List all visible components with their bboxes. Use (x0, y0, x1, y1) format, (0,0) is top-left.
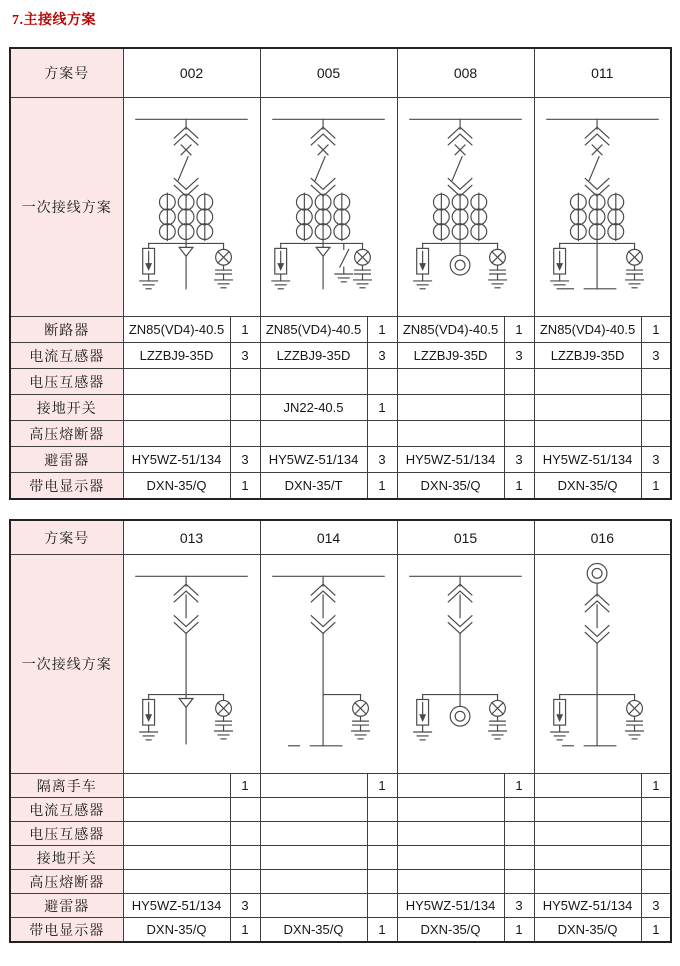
qty-cell (504, 395, 534, 421)
live-display-icon (355, 243, 371, 270)
qty-cell: 3 (230, 447, 260, 473)
model-cell (123, 846, 230, 870)
model-cell (397, 798, 504, 822)
qty-cell: 3 (641, 343, 671, 369)
qty-cell: 1 (367, 317, 397, 343)
live-display-icon (626, 243, 642, 270)
surge-arrester-icon (417, 243, 429, 280)
component-label: 高压熔断器 (10, 421, 123, 447)
scheme-number: 005 (260, 48, 397, 98)
qty-cell (641, 395, 671, 421)
model-cell (534, 870, 641, 894)
model-cell (397, 822, 504, 846)
model-cell: DXN-35/Q (260, 918, 367, 943)
qty-cell: 1 (641, 918, 671, 943)
ground-icon (551, 281, 569, 289)
ground-icon (215, 280, 233, 288)
model-cell (260, 846, 367, 870)
live-display-icon (216, 243, 232, 270)
withdrawable-contact-icon (311, 119, 335, 145)
qty-cell: 1 (367, 918, 397, 943)
model-cell: LZZBJ9-35D (260, 343, 367, 369)
qty-cell: 1 (504, 774, 534, 798)
qty-cell (230, 421, 260, 447)
component-row (10, 317, 671, 343)
qty-cell (641, 421, 671, 447)
qty-cell (504, 369, 534, 395)
model-cell (534, 846, 641, 870)
qty-cell: 1 (367, 395, 397, 421)
capacitor-icon (626, 270, 642, 280)
surge-arrester-icon (143, 243, 155, 280)
component-row (10, 395, 671, 421)
model-cell (397, 369, 504, 395)
capacitor-icon (355, 270, 371, 280)
capacitor-icon (626, 721, 642, 731)
model-cell: DXN-35/Q (397, 473, 504, 500)
qty-cell (367, 822, 397, 846)
component-row (10, 447, 671, 473)
single-line-diagram (535, 99, 670, 315)
primary-wiring-diagram-cell (123, 98, 260, 317)
model-cell: ZN85(VD4)-40.5 (534, 317, 641, 343)
model-cell (123, 870, 230, 894)
component-label: 带电显示器 (10, 473, 123, 500)
surge-arrester-icon (275, 243, 287, 280)
model-cell: LZZBJ9-35D (534, 343, 641, 369)
withdrawable-contact-icon (448, 178, 472, 196)
scheme-number: 015 (397, 520, 534, 555)
model-cell: HY5WZ-51/134 (260, 447, 367, 473)
model-cell (397, 395, 504, 421)
qty-cell (367, 798, 397, 822)
single-line-diagram (261, 99, 396, 315)
surge-arrester-icon (554, 243, 566, 280)
model-cell: HY5WZ-51/134 (534, 447, 641, 473)
qty-cell (504, 870, 534, 894)
withdrawable-contact-icon (174, 178, 198, 196)
qty-cell (641, 798, 671, 822)
single-line-diagram (535, 556, 670, 772)
ground-icon (354, 280, 372, 288)
qty-cell: 1 (504, 473, 534, 500)
outgoing-line (289, 695, 342, 746)
withdrawable-contact-icon (311, 616, 335, 634)
model-cell: LZZBJ9-35D (397, 343, 504, 369)
component-row (10, 369, 671, 395)
model-cell (260, 369, 367, 395)
model-cell (123, 822, 230, 846)
model-cell (260, 421, 367, 447)
qty-cell (230, 395, 260, 421)
single-line-diagram (398, 556, 533, 772)
capacitor-icon (216, 721, 232, 731)
ground-icon (335, 274, 353, 282)
cable-terminal-icon (450, 695, 470, 727)
primary-wiring-diagram-cell (260, 98, 397, 317)
qty-cell: 1 (230, 473, 260, 500)
component-label: 高压熔断器 (10, 870, 123, 894)
component-row (10, 774, 671, 798)
primary-wiring-diagram-cell (397, 98, 534, 317)
circuit-breaker-icon (178, 145, 191, 180)
scheme-number: 008 (397, 48, 534, 98)
model-cell (260, 774, 367, 798)
model-cell: LZZBJ9-35D (123, 343, 230, 369)
withdrawable-contact-icon (448, 119, 472, 145)
model-cell (123, 369, 230, 395)
model-cell (123, 774, 230, 798)
component-label: 电压互感器 (10, 822, 123, 846)
diagram-row (10, 98, 671, 317)
primary-wiring-diagram-cell (534, 555, 671, 774)
qty-cell: 3 (504, 894, 534, 918)
ground-icon (625, 280, 643, 288)
ground-icon (140, 732, 158, 740)
cable-plug-icon (316, 243, 330, 288)
surge-arrester-icon (417, 695, 429, 732)
model-cell (397, 846, 504, 870)
live-display-icon (216, 695, 232, 722)
scheme-no-label: 方案号 (10, 48, 123, 98)
ground-icon (551, 732, 569, 740)
qty-cell (230, 870, 260, 894)
model-cell (123, 395, 230, 421)
cable-plug-icon (179, 243, 193, 288)
live-display-icon (490, 695, 506, 722)
component-label: 接地开关 (10, 395, 123, 421)
model-cell (397, 870, 504, 894)
qty-cell (641, 822, 671, 846)
qty-cell: 1 (641, 473, 671, 500)
scheme-number: 014 (260, 520, 397, 555)
live-display-icon (626, 695, 642, 722)
scheme-no-label: 方案号 (10, 520, 123, 555)
model-cell (397, 421, 504, 447)
model-cell: DXN-35/T (260, 473, 367, 500)
live-display-icon (490, 243, 506, 270)
model-cell: DXN-35/Q (123, 918, 230, 943)
outgoing-line (562, 243, 615, 288)
outgoing-line (562, 695, 615, 746)
component-row (10, 894, 671, 918)
model-cell: DXN-35/Q (534, 473, 641, 500)
capacitor-icon (353, 721, 369, 731)
component-label: 电压互感器 (10, 369, 123, 395)
scheme-number: 002 (123, 48, 260, 98)
single-line-diagram (398, 99, 533, 315)
qty-cell (230, 369, 260, 395)
model-cell (123, 798, 230, 822)
circuit-breaker-icon (589, 145, 602, 180)
page-title: 7.主接线方案 (12, 13, 96, 28)
primary-wiring-label: 一次接线方案 (10, 555, 123, 774)
ground-icon (414, 281, 432, 289)
model-cell: DXN-35/Q (534, 918, 641, 943)
circuit-breaker-icon (315, 145, 328, 180)
withdrawable-contact-icon (585, 119, 609, 145)
ground-icon (489, 731, 507, 739)
component-row (10, 343, 671, 369)
qty-cell (641, 870, 671, 894)
primary-wiring-diagram-cell (123, 555, 260, 774)
model-cell: HY5WZ-51/134 (534, 894, 641, 918)
single-line-diagram (124, 556, 259, 772)
qty-cell: 3 (367, 447, 397, 473)
surge-arrester-icon (143, 695, 155, 732)
component-label: 避雷器 (10, 894, 123, 918)
single-line-diagram (261, 556, 396, 772)
component-label: 接地开关 (10, 846, 123, 870)
capacitor-icon (216, 270, 232, 280)
component-label: 带电显示器 (10, 918, 123, 943)
qty-cell (641, 846, 671, 870)
component-row (10, 798, 671, 822)
component-label: 隔离手车 (10, 774, 123, 798)
model-cell: HY5WZ-51/134 (123, 447, 230, 473)
component-label: 避雷器 (10, 447, 123, 473)
component-row (10, 421, 671, 447)
ground-icon (215, 731, 233, 739)
model-cell (534, 421, 641, 447)
qty-cell (504, 822, 534, 846)
component-row (10, 473, 671, 500)
model-cell: HY5WZ-51/134 (123, 894, 230, 918)
qty-cell: 1 (367, 774, 397, 798)
ground-icon (140, 281, 158, 289)
qty-cell (504, 846, 534, 870)
qty-cell: 1 (230, 918, 260, 943)
component-label: 电流互感器 (10, 798, 123, 822)
qty-cell: 1 (641, 317, 671, 343)
component-row (10, 870, 671, 894)
qty-cell: 3 (504, 343, 534, 369)
scheme-number: 011 (534, 48, 671, 98)
qty-cell (367, 894, 397, 918)
component-row (10, 822, 671, 846)
model-cell (260, 798, 367, 822)
scheme-number: 016 (534, 520, 671, 555)
scheme-table-2 (9, 519, 672, 943)
model-cell: HY5WZ-51/134 (397, 894, 504, 918)
withdrawable-contact-icon (174, 616, 198, 634)
model-cell: ZN85(VD4)-40.5 (260, 317, 367, 343)
earthing-switch-icon (340, 243, 349, 274)
model-cell (397, 774, 504, 798)
qty-cell: 1 (504, 918, 534, 943)
qty-cell: 3 (504, 447, 534, 473)
qty-cell (367, 369, 397, 395)
cable-terminal-icon (587, 563, 607, 583)
qty-cell: 3 (367, 343, 397, 369)
withdrawable-contact-icon (174, 119, 198, 145)
model-cell (534, 822, 641, 846)
model-cell (260, 894, 367, 918)
withdrawable-contact-icon (448, 616, 472, 634)
model-cell: ZN85(VD4)-40.5 (123, 317, 230, 343)
qty-cell (367, 846, 397, 870)
model-cell (123, 421, 230, 447)
model-cell: HY5WZ-51/134 (397, 447, 504, 473)
qty-cell (367, 870, 397, 894)
qty-cell (367, 421, 397, 447)
model-cell (534, 395, 641, 421)
model-cell: JN22-40.5 (260, 395, 367, 421)
qty-cell (504, 798, 534, 822)
model-cell (260, 870, 367, 894)
model-cell: DXN-35/Q (397, 918, 504, 943)
capacitor-icon (490, 721, 506, 731)
qty-cell (230, 798, 260, 822)
model-cell (260, 822, 367, 846)
primary-wiring-diagram-cell (534, 98, 671, 317)
ground-icon (489, 280, 507, 288)
ground-icon (272, 281, 290, 289)
primary-wiring-label: 一次接线方案 (10, 98, 123, 317)
component-row (10, 918, 671, 943)
cable-plug-icon (179, 695, 193, 744)
circuit-breaker-icon (452, 145, 465, 180)
model-cell (534, 369, 641, 395)
model-cell (534, 774, 641, 798)
withdrawable-contact-icon (311, 178, 335, 196)
qty-cell (641, 369, 671, 395)
component-row (10, 846, 671, 870)
live-display-icon (353, 695, 369, 722)
scheme-number: 013 (123, 520, 260, 555)
scheme-table-1 (9, 47, 672, 500)
surge-arrester-icon (554, 695, 566, 732)
capacitor-icon (490, 270, 506, 280)
scheme-header-row (10, 48, 671, 98)
ground-icon (352, 731, 370, 739)
ground-icon (414, 732, 432, 740)
qty-cell (504, 421, 534, 447)
component-label: 断路器 (10, 317, 123, 343)
model-cell: DXN-35/Q (123, 473, 230, 500)
ground-icon (625, 731, 643, 739)
qty-cell: 3 (230, 343, 260, 369)
primary-wiring-diagram-cell (397, 555, 534, 774)
single-line-diagram (124, 99, 259, 315)
qty-cell (230, 846, 260, 870)
qty-cell: 3 (230, 894, 260, 918)
qty-cell: 1 (504, 317, 534, 343)
qty-cell (230, 822, 260, 846)
qty-cell: 1 (641, 774, 671, 798)
diagram-row (10, 555, 671, 774)
qty-cell: 1 (230, 317, 260, 343)
component-label: 电流互感器 (10, 343, 123, 369)
qty-cell: 3 (641, 894, 671, 918)
qty-cell: 3 (641, 447, 671, 473)
primary-wiring-diagram-cell (260, 555, 397, 774)
cable-terminal-icon (450, 243, 470, 275)
qty-cell: 1 (367, 473, 397, 500)
qty-cell: 1 (230, 774, 260, 798)
withdrawable-contact-icon (585, 178, 609, 196)
model-cell (534, 798, 641, 822)
scheme-header-row (10, 520, 671, 555)
model-cell: ZN85(VD4)-40.5 (397, 317, 504, 343)
withdrawable-contact-icon (585, 626, 609, 644)
